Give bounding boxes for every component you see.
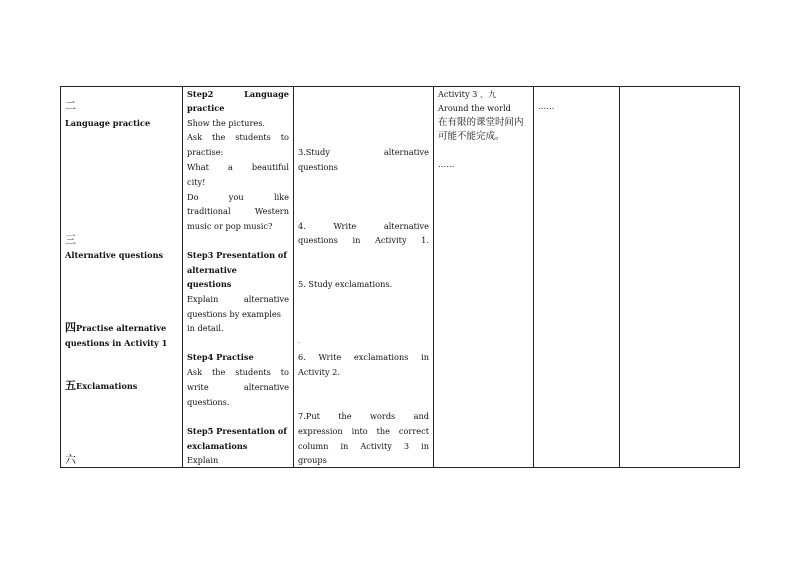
- section-4-number: 四: [65, 321, 76, 334]
- step5-title-cont: exclamations: [187, 441, 248, 451]
- step4-line: Ask the students to: [187, 367, 289, 377]
- step2-line: practise:: [187, 147, 224, 157]
- remarks-ellipsis: ……: [538, 101, 555, 111]
- section-4-title-b: questions in Activity 1: [65, 338, 168, 348]
- section-6-number: 六: [65, 453, 76, 466]
- step2-line: music or pop music?: [187, 221, 273, 231]
- step2-line: traditional Western: [187, 206, 289, 216]
- section-column: [61, 87, 183, 468]
- section-5-title-text: Exclamations: [76, 381, 138, 391]
- notes-line: Around the world: [438, 103, 511, 113]
- notes-line: 可能不能完成。: [438, 131, 505, 142]
- section-5-title: [65, 379, 178, 394]
- step3-line: questions by examples: [187, 309, 281, 319]
- student-activity-line: questions: [298, 162, 338, 172]
- step2-title: Step2 Language: [187, 89, 289, 99]
- notes-column: [434, 87, 534, 468]
- step2-line: Do you like: [187, 192, 289, 202]
- step2-line: Ask the students to: [187, 132, 289, 142]
- stray-dot: .: [298, 338, 300, 345]
- student-activity-line: 4. Write alternative: [298, 221, 429, 231]
- lesson-plan-table: [60, 86, 740, 468]
- student-activity-line: 6. Write exclamations in: [298, 352, 429, 362]
- step3-title-cont: questions: [187, 279, 232, 289]
- notes-line: Activity 3 、九: [438, 89, 497, 99]
- section-3-number: 三: [65, 233, 76, 246]
- step3-line: Explain alternative: [187, 294, 289, 304]
- step3-line: in detail.: [187, 323, 224, 333]
- step3-title-cont: alternative: [187, 265, 237, 275]
- student-activity-line: groups: [298, 455, 327, 465]
- student-activity-line: 5. Study exclamations.: [298, 279, 393, 289]
- student-activity-line: questions in Activity 1.: [298, 235, 429, 245]
- step5-title: Step5 Presentation of: [187, 426, 287, 436]
- remarks-column: [534, 87, 620, 468]
- step4-line: write alternative: [187, 382, 289, 392]
- step3-title: Step3 Presentation of: [187, 250, 287, 260]
- section-2-number: 二: [65, 99, 76, 112]
- student-activity-column: [294, 87, 434, 468]
- section-4-title-a: Practise alternative: [76, 323, 167, 333]
- student-activity-line: column in Activity 3 in: [298, 441, 429, 451]
- step5-line: Explain: [187, 455, 219, 465]
- step2-line: city!: [187, 177, 206, 187]
- step2-title-cont: practice: [187, 103, 225, 113]
- student-activity-line: 3.Study alternative: [298, 147, 429, 157]
- section-2-title: Language practice: [65, 118, 151, 128]
- student-activity-line: expression into the correct: [298, 426, 429, 436]
- section-5-number: 五: [65, 379, 76, 392]
- empty-column: [620, 87, 740, 468]
- notes-line: 在有限的课堂时间内: [438, 117, 524, 128]
- step4-line: questions.: [187, 397, 230, 407]
- notes-ellipsis: ……: [438, 159, 455, 169]
- section-3-title: Alternative questions: [65, 250, 164, 260]
- teacher-activity-column: [183, 87, 294, 468]
- section-4-title: [65, 321, 178, 336]
- step4-title: Step4 Practise: [187, 352, 254, 362]
- student-activity-line: 7.Put the words and: [298, 411, 429, 421]
- step2-line: What a beautiful: [187, 162, 289, 172]
- step2-line: Show the pictures.: [187, 118, 266, 128]
- student-activity-line: Activity 2.: [298, 367, 340, 377]
